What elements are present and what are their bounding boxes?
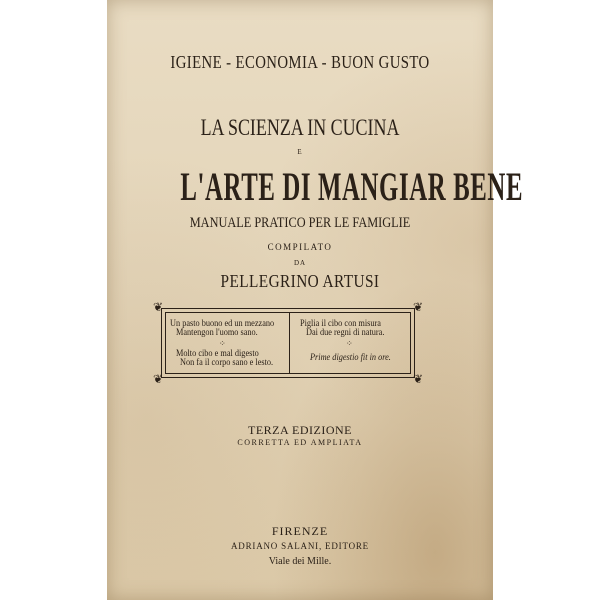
imprint-city: FIRENZE [271, 524, 329, 538]
corner-ornament-icon: ❦ [412, 300, 423, 314]
compiled-label: COMPILATO [267, 242, 333, 252]
edition-note: CORRETTA ED AMPLIATA [237, 438, 363, 447]
epigraph-verse: Un pasto buono ed un mezzano [170, 318, 275, 328]
corner-ornament-icon: ❦ [412, 372, 423, 386]
title-line-1: LA SCIENZA IN CUCINA [200, 115, 400, 140]
corner-ornament-icon: ❦ [153, 300, 164, 314]
by-label: DA [293, 259, 307, 267]
author-name: PELLEGRINO ARTUSI [220, 271, 380, 291]
epigraph-verse: Piglia il cibo con misura [300, 318, 381, 328]
corner-ornament-icon: ❦ [153, 372, 164, 386]
edition-label: TERZA EDIZIONE [248, 423, 352, 437]
fleuron-icon: ⁘ [346, 339, 353, 348]
fleuron-icon: ⁘ [219, 339, 226, 348]
motto: IGIENE - ECONOMIA - BUON GUSTO [170, 52, 430, 72]
imprint-address: Viale dei Mille. [268, 556, 332, 567]
epigraph-verse: Molto cibo e mal digesto [176, 348, 259, 358]
epigraph-divider [289, 312, 290, 374]
epigraph-verse: Prime digestio fit in ore. [310, 352, 391, 362]
subtitle: MANUALE PRATICO PER LE FAMIGLIE [189, 215, 411, 231]
epigraph-verse: Mantengon l'uomo sano. [176, 327, 258, 337]
epigraph-verse: Dai due regni di natura. [306, 327, 385, 337]
title-page [107, 0, 524, 600]
imprint-publisher: ADRIANO SALANI, EDITORE [231, 541, 369, 551]
title-line-2: L'ARTE DI MANGIAR BENE [180, 164, 524, 209]
epigraph-frame [153, 300, 423, 386]
epigraph-verse: Non fa il corpo sano e lesto. [180, 357, 274, 367]
title-conjunction: E [297, 148, 303, 156]
